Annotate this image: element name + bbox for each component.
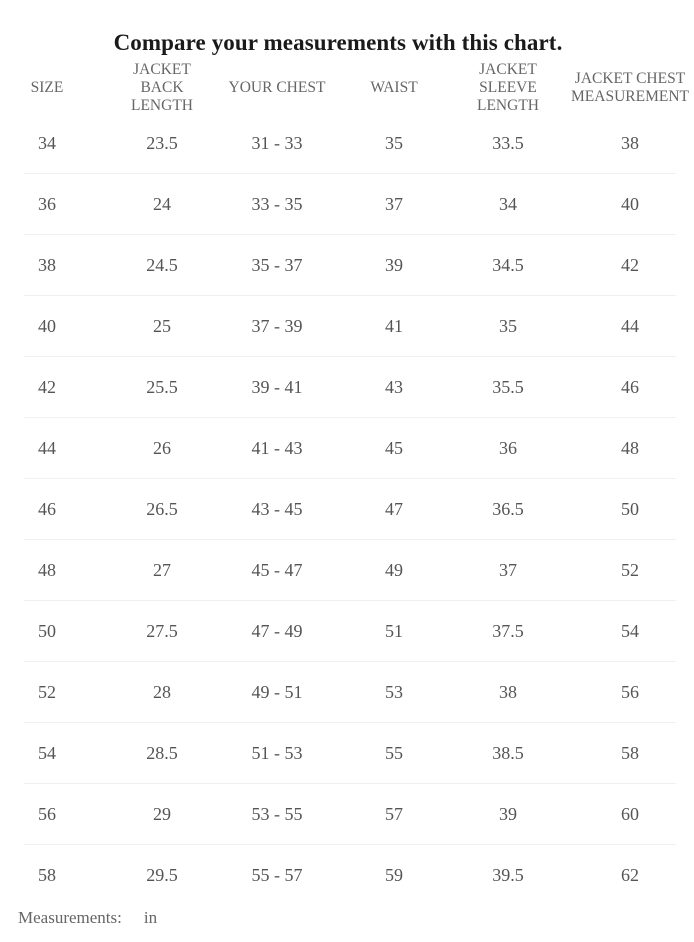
table-row — [0, 296, 694, 357]
table-row — [0, 662, 694, 723]
table-row — [0, 357, 694, 418]
cell-your-chest: 31 - 33 — [251, 133, 303, 153]
cell-jacket-back-length: 26 — [153, 438, 171, 458]
cell-your-chest: 49 - 51 — [251, 682, 303, 702]
cell-waist: 59 — [385, 865, 403, 885]
header-size: SIZE — [30, 79, 64, 96]
cell-size: 40 — [38, 316, 56, 336]
cell-jacket-chest-measurement: 58 — [621, 743, 639, 763]
cell-waist: 35 — [385, 133, 403, 153]
cell-jacket-chest-measurement: 44 — [621, 316, 639, 336]
cell-waist: 53 — [385, 682, 403, 702]
cell-jacket-back-length: 27.5 — [146, 621, 178, 641]
cell-jacket-back-length: 25 — [153, 316, 171, 336]
table-row — [0, 540, 694, 601]
size-table-body — [0, 113, 694, 906]
cell-waist: 43 — [385, 377, 403, 397]
cell-jacket-chest-measurement: 52 — [621, 560, 639, 580]
cell-size: 34 — [38, 133, 56, 153]
header-waist: WAIST — [370, 79, 418, 96]
cell-size: 58 — [38, 865, 56, 885]
header-jacket-sleeve-length: JACKET SLEEVE LENGTH — [477, 61, 539, 114]
cell-size: 54 — [38, 743, 56, 763]
cell-jacket-sleeve-length: 38 — [499, 682, 517, 702]
cell-jacket-chest-measurement: 54 — [621, 621, 639, 641]
measurements-unit: in — [143, 908, 158, 927]
cell-jacket-back-length: 26.5 — [146, 499, 178, 519]
cell-jacket-back-length: 24 — [153, 194, 171, 214]
header-jacket-back-length: JACKET BACK LENGTH — [131, 61, 193, 114]
cell-jacket-sleeve-length: 34.5 — [492, 255, 524, 275]
cell-jacket-sleeve-length: 39 — [499, 804, 517, 824]
cell-your-chest: 37 - 39 — [251, 316, 303, 336]
cell-your-chest: 45 - 47 — [251, 560, 303, 580]
cell-size: 56 — [38, 804, 56, 824]
table-row — [0, 479, 694, 540]
table-header — [0, 62, 694, 114]
cell-waist: 45 — [385, 438, 403, 458]
cell-jacket-chest-measurement: 62 — [621, 865, 639, 885]
cell-jacket-sleeve-length: 39.5 — [492, 865, 524, 885]
cell-your-chest: 55 - 57 — [251, 865, 303, 885]
cell-your-chest: 35 - 37 — [251, 255, 303, 275]
cell-your-chest: 51 - 53 — [251, 743, 303, 763]
cell-waist: 49 — [385, 560, 403, 580]
cell-jacket-sleeve-length: 34 — [499, 194, 517, 214]
cell-your-chest: 47 - 49 — [251, 621, 303, 641]
table-row — [0, 113, 694, 174]
cell-waist: 47 — [385, 499, 403, 519]
cell-jacket-chest-measurement: 56 — [621, 682, 639, 702]
cell-waist: 55 — [385, 743, 403, 763]
cell-jacket-chest-measurement: 48 — [621, 438, 639, 458]
cell-size: 42 — [38, 377, 56, 397]
cell-jacket-sleeve-length: 36.5 — [492, 499, 524, 519]
cell-your-chest: 33 - 35 — [251, 194, 303, 214]
cell-jacket-back-length: 29 — [153, 804, 171, 824]
cell-jacket-sleeve-length: 35.5 — [492, 377, 524, 397]
cell-jacket-chest-measurement: 40 — [621, 194, 639, 214]
cell-size: 44 — [38, 438, 56, 458]
table-row — [0, 723, 694, 784]
cell-jacket-chest-measurement: 42 — [621, 255, 639, 275]
header-your-chest: YOUR CHEST — [228, 79, 326, 96]
cell-your-chest: 53 - 55 — [251, 804, 303, 824]
cell-jacket-back-length: 29.5 — [146, 865, 178, 885]
table-row — [0, 845, 694, 906]
cell-size: 52 — [38, 682, 56, 702]
cell-your-chest: 41 - 43 — [251, 438, 303, 458]
cell-size: 36 — [38, 194, 56, 214]
cell-jacket-back-length: 28.5 — [146, 743, 178, 763]
cell-your-chest: 43 - 45 — [251, 499, 303, 519]
cell-size: 50 — [38, 621, 56, 641]
cell-jacket-back-length: 28 — [153, 682, 171, 702]
cell-waist: 39 — [385, 255, 403, 275]
cell-waist: 41 — [385, 316, 403, 336]
cell-size: 38 — [38, 255, 56, 275]
table-row — [0, 784, 694, 845]
table-row — [0, 418, 694, 479]
cell-jacket-back-length: 23.5 — [146, 133, 178, 153]
cell-jacket-chest-measurement: 46 — [621, 377, 639, 397]
header-jacket-chest-measurement: JACKET CHEST MEASUREMENT — [571, 70, 689, 105]
measurement-units — [18, 908, 157, 928]
cell-size: 46 — [38, 499, 56, 519]
table-row — [0, 235, 694, 296]
cell-jacket-sleeve-length: 37 — [499, 560, 517, 580]
cell-jacket-back-length: 27 — [153, 560, 171, 580]
table-row — [0, 174, 694, 235]
cell-jacket-sleeve-length: 35 — [499, 316, 517, 336]
cell-jacket-sleeve-length: 33.5 — [492, 133, 524, 153]
cell-jacket-sleeve-length: 37.5 — [492, 621, 524, 641]
measurements-label: Measurements: — [18, 908, 122, 927]
cell-jacket-back-length: 25.5 — [146, 377, 178, 397]
chart-title: Compare your measurements with this chart. — [113, 30, 563, 55]
cell-jacket-back-length: 24.5 — [146, 255, 178, 275]
cell-jacket-chest-measurement: 50 — [621, 499, 639, 519]
cell-jacket-chest-measurement: 38 — [621, 133, 639, 153]
cell-waist: 37 — [385, 194, 403, 214]
cell-jacket-chest-measurement: 60 — [621, 804, 639, 824]
table-row — [0, 601, 694, 662]
cell-waist: 57 — [385, 804, 403, 824]
cell-your-chest: 39 - 41 — [251, 377, 303, 397]
cell-jacket-sleeve-length: 36 — [499, 438, 517, 458]
cell-jacket-sleeve-length: 38.5 — [492, 743, 524, 763]
cell-waist: 51 — [385, 621, 403, 641]
cell-size: 48 — [38, 560, 56, 580]
